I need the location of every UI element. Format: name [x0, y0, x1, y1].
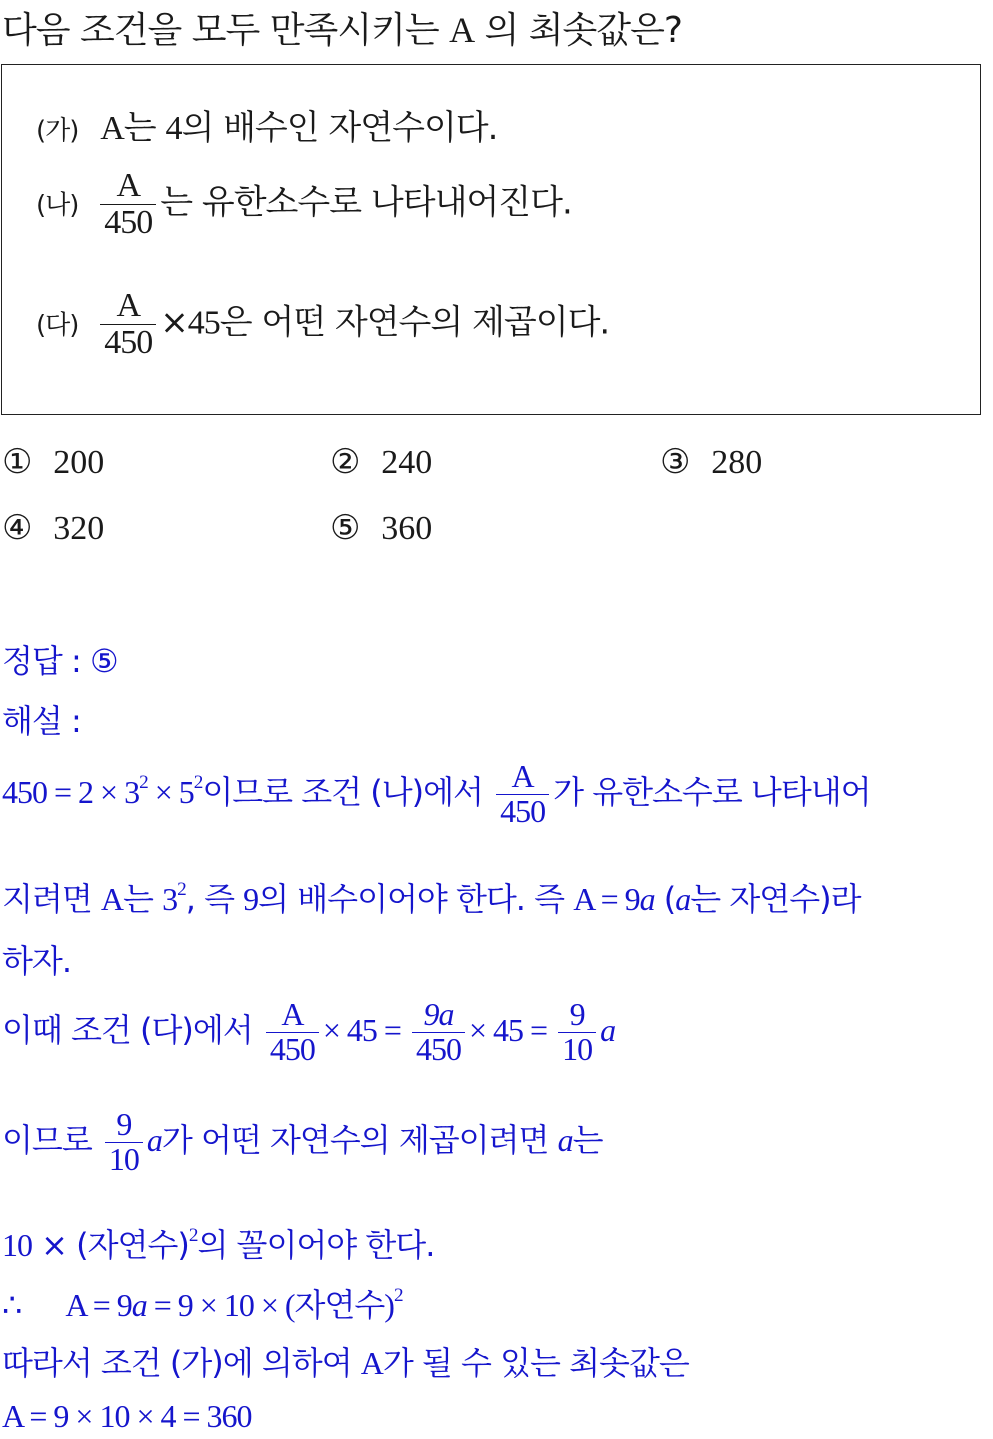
answer-label: 정답 : — [2, 642, 90, 680]
solution-text: , 즉 — [185, 880, 244, 918]
fraction-denominator: 450 — [500, 792, 546, 829]
math-var: a — [639, 881, 655, 917]
fraction-numerator: 9 — [569, 996, 585, 1032]
condition-var: A — [100, 110, 124, 147]
fraction — [496, 760, 549, 828]
solution-text: 는 — [123, 880, 163, 918]
math-expr: × 45 = — [468, 1012, 555, 1049]
solution-text: 따라서 조건 (가)에 의하여 — [2, 1344, 361, 1382]
question-text — [2, 2, 682, 53]
solution-line-6 — [2, 1220, 434, 1266]
fraction-numerator: A — [511, 758, 534, 794]
fraction-numerator: 9a — [423, 996, 454, 1032]
solution-text: 는 — [572, 1121, 603, 1160]
fraction-numerator: A — [116, 287, 140, 324]
condition-da — [36, 288, 609, 360]
question-part1: 다음 조건을 모두 만족시키는 — [2, 10, 450, 51]
fraction — [412, 998, 465, 1066]
choice-mark: ⑤ — [330, 508, 361, 548]
fraction — [266, 998, 319, 1066]
solution-text: 이므로 조건 (나)에서 — [202, 773, 493, 812]
solution-text: 는 자연수)라 — [690, 880, 861, 918]
solution-line-9: A = 9 × 10 × 4 = 360 — [2, 1398, 252, 1434]
math-number: 10 — [2, 1227, 32, 1263]
fraction-denominator: 450 — [104, 323, 153, 361]
fraction-denominator: 10 — [562, 1030, 593, 1067]
solution-line-1 — [2, 760, 871, 828]
math-expr: A = 9 — [573, 881, 640, 917]
math-var: a — [131, 1287, 147, 1323]
fraction — [558, 998, 596, 1066]
exponent: 2 — [177, 878, 186, 900]
fraction-denominator: 450 — [104, 203, 153, 241]
math-number: 9 — [243, 881, 259, 917]
fraction-numerator: 9 — [116, 1106, 132, 1142]
fraction — [100, 168, 156, 240]
choice-2[interactable] — [330, 442, 432, 482]
math-var: A — [100, 881, 124, 917]
choice-5[interactable] — [330, 508, 432, 548]
solution-text: 가 될 수 있는 최솟값은 — [382, 1344, 689, 1382]
solution-text: 가 어떤 자연수의 제곱이려면 — [161, 1121, 558, 1160]
choice-value: 200 — [53, 444, 105, 481]
condition-ga — [36, 100, 497, 149]
choice-1[interactable] — [2, 442, 104, 482]
condition-number: 4 — [165, 110, 182, 147]
solution-line-7 — [2, 1280, 403, 1326]
choice-value: 240 — [381, 444, 433, 481]
solution-text: 가 유한소수로 나타내어 — [553, 773, 871, 812]
solution-text: 이때 조건 (다)에서 — [2, 1011, 262, 1050]
exponent: 2 — [188, 1224, 198, 1246]
fraction — [100, 288, 156, 360]
condition-text: 은 어떤 자연수의 제곱이다. — [219, 302, 610, 343]
math-expr: 450 = 2 × 3 — [2, 774, 140, 811]
condition-label: (가) — [36, 116, 79, 146]
exponent: 2 — [193, 771, 203, 793]
choice-mark: ④ — [2, 508, 33, 548]
condition-text: 의 배수인 자연수이다. — [181, 108, 498, 148]
fraction-denominator: 10 — [108, 1140, 139, 1177]
choice-mark: ② — [330, 442, 361, 482]
condition-label: (다) — [36, 310, 79, 341]
choice-mark: ① — [2, 442, 33, 482]
math-expr: × 5 — [147, 774, 194, 811]
condition-text: 는 유한소수로 나타내어진다. — [160, 182, 572, 223]
solution-line-2 — [2, 874, 861, 920]
solution-text: × (자연수) — [32, 1226, 189, 1264]
solution-text: ( — [654, 880, 676, 918]
solution-text: 의 꼴이어야 한다. — [197, 1226, 435, 1264]
condition-na — [36, 168, 572, 240]
choice-mark: ③ — [660, 442, 691, 482]
math-expr: × 45 = — [322, 1012, 408, 1049]
math-var: A — [360, 1345, 383, 1381]
fraction — [105, 1108, 143, 1176]
math-var: a — [557, 1122, 573, 1159]
condition-text: 는 — [123, 108, 166, 148]
solution-line-3: 하자. — [2, 942, 71, 980]
solution-line-5 — [2, 1108, 602, 1176]
fraction-denominator: 450 — [415, 1030, 461, 1067]
solution-line-8 — [2, 1338, 689, 1384]
fraction-numerator: A — [116, 167, 140, 204]
choice-value: 320 — [53, 510, 105, 547]
choice-value: 280 — [711, 444, 763, 481]
math-expr: A = 9 — [65, 1287, 132, 1323]
question-part2: 의 최솟값은? — [474, 10, 682, 51]
solution-text: 의 배수이어야 한다. 즉 — [258, 880, 574, 918]
fraction-denominator: 450 — [269, 1030, 315, 1067]
math-var: a — [675, 881, 691, 917]
math-var: a — [600, 1012, 616, 1049]
condition-label: (나) — [36, 190, 79, 221]
math-expr: = 9 × 10 × (자연수) — [146, 1287, 394, 1323]
times-sign: × — [160, 302, 188, 343]
exponent: 2 — [393, 1284, 403, 1306]
answer-value: ⑤ — [89, 642, 118, 680]
answer-line — [2, 636, 118, 682]
fraction-numerator: A — [281, 996, 304, 1032]
choice-4[interactable] — [2, 508, 104, 548]
condition-number: 45 — [187, 304, 220, 342]
solution-text: 지려면 — [2, 880, 101, 918]
math-number: 3 — [162, 881, 178, 917]
exponent: 2 — [139, 771, 148, 793]
therefore-symbol: ∴ — [2, 1286, 22, 1324]
question-var: A — [449, 10, 475, 50]
explanation-label: 해설 : — [2, 702, 81, 740]
choice-3[interactable] — [660, 442, 762, 482]
solution-line-4 — [2, 998, 615, 1066]
math-var: a — [146, 1122, 162, 1159]
choice-value: 360 — [381, 510, 433, 547]
solution-text: 이므로 — [2, 1121, 101, 1160]
